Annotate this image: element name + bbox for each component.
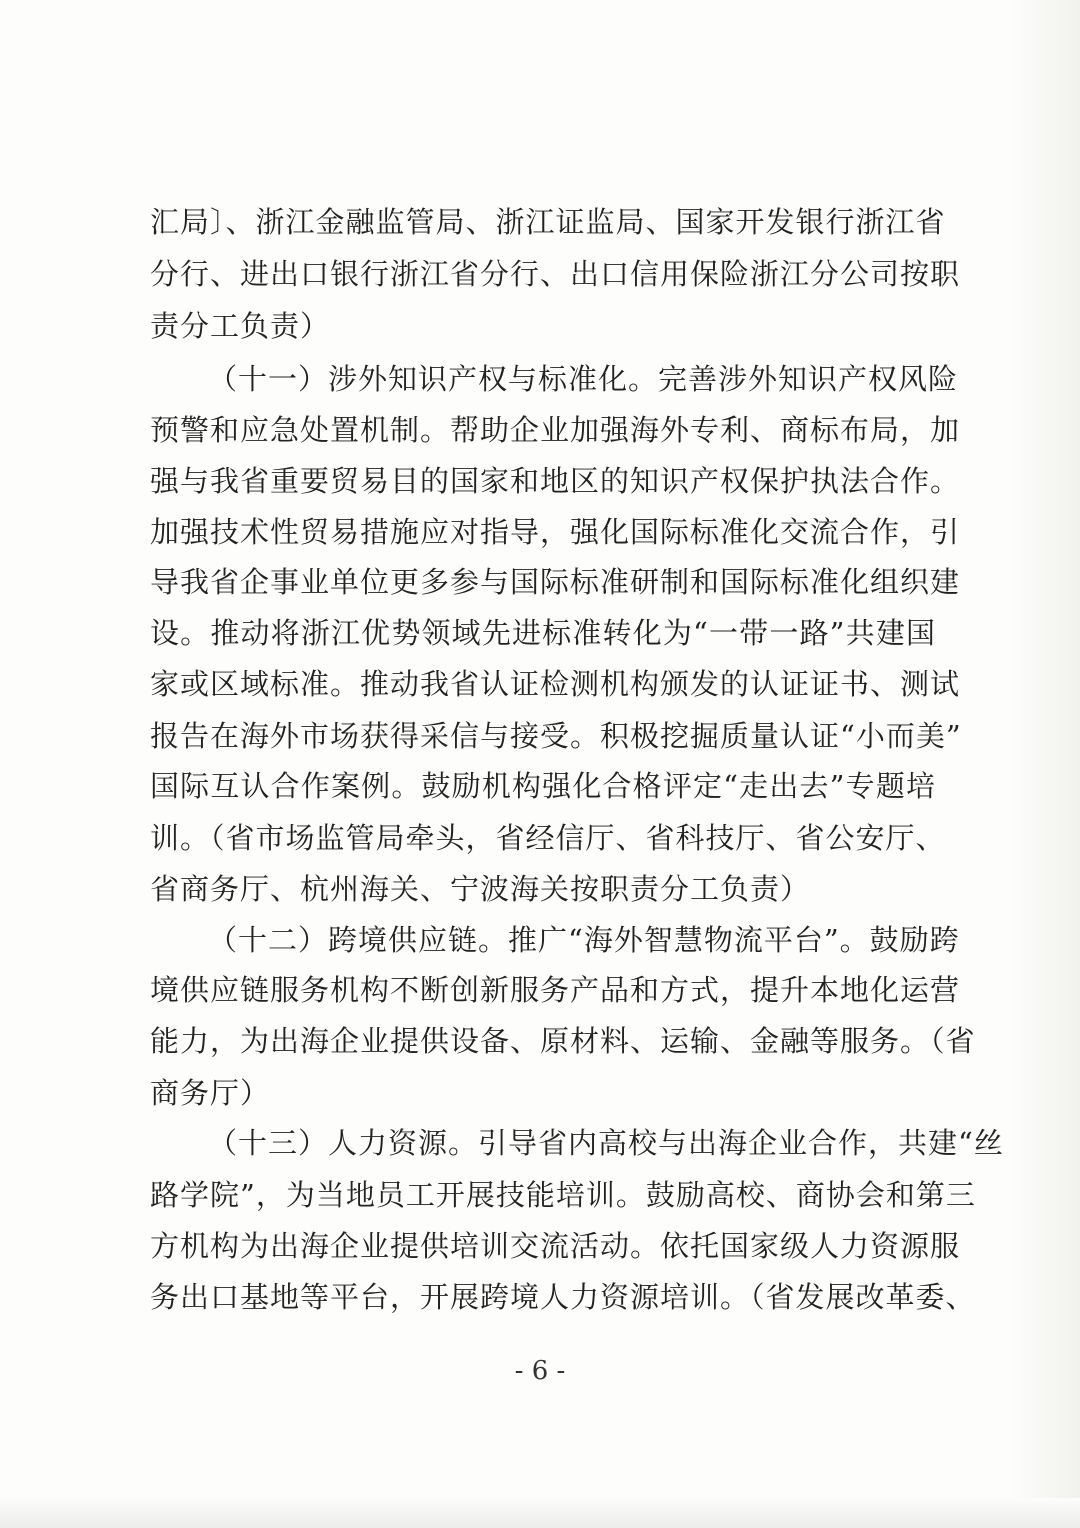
page-bottom-shadow <box>0 1498 1080 1528</box>
text-line: 省商务厅、杭州海关、宁波海关按职责分工负责） <box>150 872 811 906</box>
text-line: 预警和应急处置机制。帮助企业加强海外专利、商标布局，加 <box>150 413 961 447</box>
text-line: 分行、进出口银行浙江省分行、出口信用保险浙江分公司按职 <box>150 257 961 291</box>
text-line: 加强技术性贸易措施应对指导，强化国际标准化交流合作，引 <box>150 515 961 549</box>
text-line: 训。（省市场监管局牵头，省经信厅、省科技厅、省公安厅、 <box>150 821 946 855</box>
text-line: 家或区域标准。推动我省认证检测机构颁发的认证证书、测试 <box>150 667 961 701</box>
text-line: 路学院”，为当地员工开展技能培训。鼓励高校、商协会和第三 <box>150 1178 976 1212</box>
text-line: 商务厅） <box>150 1076 271 1110</box>
section-heading-line: （十一）涉外知识产权与标准化。完善涉外知识产权风险 <box>208 362 959 396</box>
text-line: 能力，为出海企业提供设备、原材料、运输、金融等服务。（省 <box>150 1024 976 1058</box>
page-edge-shadow <box>1010 0 1080 1528</box>
text-line: 强与我省重要贸易目的国家和地区的知识产权保护执法合作。 <box>150 464 961 498</box>
section-heading-line: （十三）人力资源。引导省内高校与出海企业合作，共建“丝 <box>208 1126 1004 1160</box>
text-line: 境供应链服务机构不断创新服务产品和方式，提升本地化运营 <box>150 973 961 1007</box>
text-line: 导我省企事业单位更多参与国际标准研制和国际标准化组织建 <box>150 565 961 599</box>
page-number: - 6 - <box>514 1356 566 1386</box>
text-line: 务出口基地等平台，开展跨境人力资源培训。（省发展改革委、 <box>150 1280 976 1314</box>
text-line: 方机构为出海企业提供培训交流活动。依托国家级人力资源服 <box>150 1229 961 1263</box>
text-line: 责分工负责） <box>150 309 331 343</box>
section-heading-line: （十二）跨境供应链。推广“海外智慧物流平台”。鼓励跨 <box>208 923 960 957</box>
text-line: 国际互认合作案例。鼓励机构强化合格评定“走出去”专题培 <box>150 769 936 803</box>
text-line: 汇局〕、浙江金融监管局、浙江证监局、国家开发银行浙江省 <box>150 205 946 239</box>
text-line: 设。推动将浙江优势领域先进标准转化为“一带一路”共建国 <box>150 616 936 650</box>
text-line: 报告在海外市场获得采信与接受。积极挖掘质量认证“小而美” <box>150 719 962 753</box>
